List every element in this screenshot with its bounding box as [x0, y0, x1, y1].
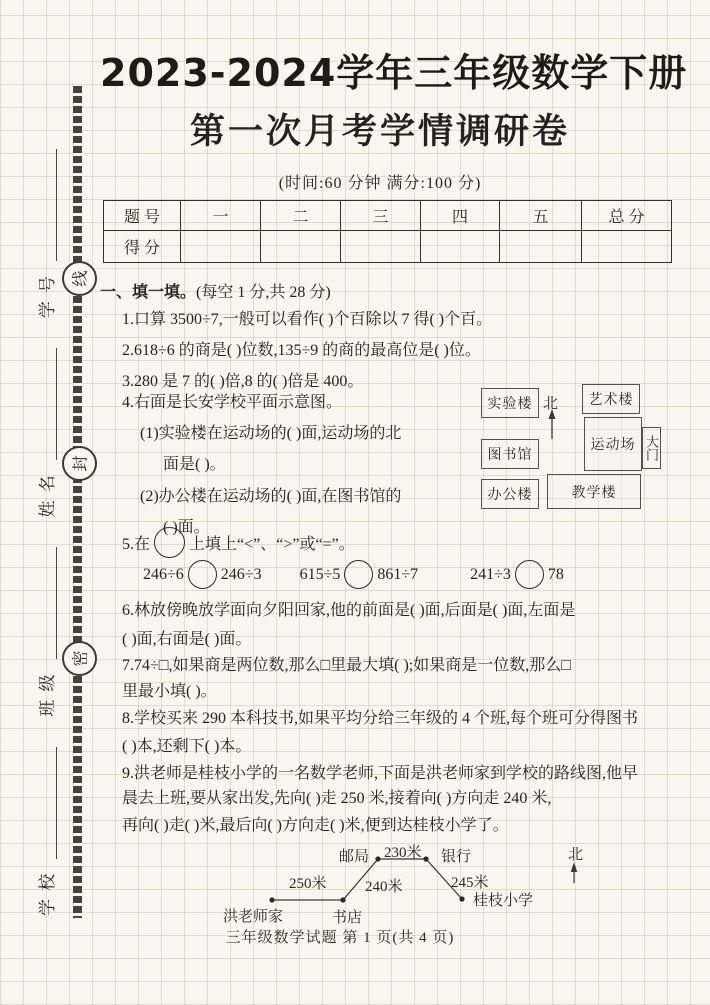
section-1-heading-bold: 一、填一填。	[100, 282, 197, 301]
score-table	[103, 200, 672, 263]
question-7-line2: 里最小填( )。	[122, 683, 217, 700]
route-distance-245: 245米	[451, 875, 489, 891]
page-title: 2023-2024学年三年级数学下册	[100, 51, 688, 95]
route-distance-240: 240米	[365, 879, 403, 895]
header-question-number: 题 号	[104, 201, 181, 231]
seal-dotted-line	[73, 86, 82, 918]
question-7-line1: 7.74÷□,如果商是两位数,那么□里最大填( );如果商是一位数,那么□	[122, 657, 571, 674]
q5-item3-left: 241÷3	[470, 565, 511, 583]
school-map-diagram	[474, 383, 662, 513]
student-number-label: 学 号	[37, 274, 57, 319]
question-3: 3.280 是 7 的( )倍,8 的( )倍是 400。	[122, 373, 364, 390]
question-5-circle-blank	[154, 527, 185, 558]
question-2: 2.618÷6 的商是( )位数,135÷9 的商的最高位是( )位。	[122, 342, 481, 359]
time-score-line: (时间:60 分钟 满分:100 分)	[278, 175, 482, 192]
score-row-label: 得 分	[104, 231, 181, 263]
question-8-line1: 8.学校买来 290 本科技书,如果平均分给三年级的 4 个班,每个班可分得图书	[122, 710, 639, 727]
question-6-line1: 6.林放傍晚放学面向夕阳回家,他的前面是( )面,后面是( )面,左面是	[122, 602, 576, 619]
question-4-sub2-line2: ( )面。	[163, 519, 210, 536]
route-north-label: 北	[568, 847, 584, 863]
map-north-label: 北	[543, 396, 559, 412]
question-9-line1: 9.洪老师是桂枝小学的一名数学老师,下面是洪老师家到学校的路线图,他早	[122, 765, 639, 782]
school-label: 学 校	[37, 871, 57, 916]
map-office-building: 办公楼	[481, 479, 539, 509]
student-info-rail	[27, 72, 63, 962]
question-8-line2: ( )本,还剩下( )本。	[122, 738, 252, 755]
score-table-header-row	[104, 201, 672, 231]
question-9-line3: 再向( )走( )米,最后向( )方向走( )米,便到达桂枝小学了。	[122, 817, 509, 834]
header-total: 总 分	[582, 201, 672, 231]
section-1-heading-note: (每空 1 分,共 28 分)	[196, 284, 331, 301]
route-node-post-office: 邮局	[339, 849, 370, 865]
page-footer: 三年级数学试题 第 1 页(共 4 页)	[225, 930, 455, 946]
score-cell-3	[341, 231, 421, 263]
map-teaching-building: 教学楼	[547, 474, 641, 509]
student-number-blank-line	[33, 149, 57, 261]
route-node-bank: 银行	[441, 849, 472, 865]
map-library: 图书馆	[481, 439, 539, 469]
header-section-3: 三	[341, 201, 421, 231]
q5-item3-right: 78	[547, 565, 564, 583]
page-subtitle: 第一次月考学情调研卷	[189, 112, 570, 151]
score-cell-total	[582, 231, 672, 263]
route-distance-250: 250米	[289, 876, 327, 892]
name-label: 姓 名	[37, 473, 57, 518]
question-4-sub1-line1: (1)实验楼在运动场的( )面,运动场的北	[140, 425, 402, 442]
score-cell-5	[500, 231, 582, 263]
q5-item2-right: 861÷7	[377, 565, 419, 583]
question-5-heading	[122, 527, 355, 558]
question-5-items	[143, 560, 564, 589]
header-section-4: 四	[421, 201, 500, 231]
question-5-tail: 上填上“<”、“>”或“=”。	[189, 536, 355, 553]
question-4-intro: 4.右面是长安学校平面示意图。	[122, 394, 343, 411]
score-cell-4	[421, 231, 500, 263]
class-label: 班 级	[37, 672, 57, 717]
question-6-line2: ( )面,右面是( )面。	[122, 631, 252, 648]
name-blank-line	[33, 348, 57, 460]
header-section-5: 五	[500, 201, 582, 231]
q5-item3-circle	[515, 560, 544, 589]
route-node-home: 洪老师家	[223, 909, 284, 925]
score-table-score-row	[104, 231, 672, 263]
q5-item1-circle	[188, 560, 217, 589]
route-distance-230: 230米	[384, 845, 422, 861]
q5-item2-circle	[344, 560, 373, 589]
question-4-sub1-line2: 面是( )。	[163, 456, 226, 473]
route-node-bookstore: 书店	[332, 910, 363, 926]
map-playground: 运动场	[584, 417, 642, 471]
question-9-line2: 晨去上班,要从家出发,先向( )走 250 米,接着向( )方向走 240 米,	[122, 790, 552, 807]
q5-item1-left: 246÷6	[143, 565, 184, 583]
map-lab-building: 实验楼	[481, 388, 539, 418]
header-section-1: 一	[181, 201, 261, 231]
q5-item2-left: 615÷5	[299, 565, 341, 583]
question-4-sub2-line1: (2)办公楼在运动场的( )面,在图书馆的	[140, 488, 402, 505]
seal-char-xian: 线	[62, 261, 97, 296]
score-cell-1	[181, 231, 261, 263]
route-diagram	[185, 833, 665, 933]
map-gate: 大门	[642, 427, 661, 469]
class-blank-line	[33, 548, 57, 660]
score-cell-2	[261, 231, 341, 263]
map-art-building: 艺术楼	[582, 384, 640, 414]
seal-char-mi: 密	[62, 641, 97, 676]
seal-char-feng: 封	[62, 446, 97, 481]
header-section-2: 二	[261, 201, 341, 231]
route-node-school: 桂枝小学	[473, 893, 534, 909]
question-5-lead: 5.在	[122, 536, 151, 553]
section-1-heading	[100, 279, 331, 302]
question-1: 1.口算 3500÷7,一般可以看作( )个百除以 7 得( )个百。	[122, 311, 493, 328]
q5-item1-right: 246÷3	[220, 565, 262, 583]
school-blank-line	[33, 747, 57, 859]
